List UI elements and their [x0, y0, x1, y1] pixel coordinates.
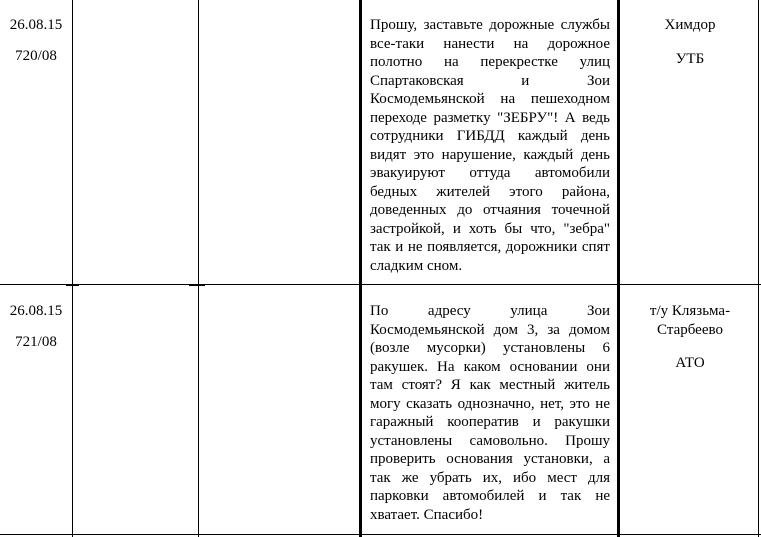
date-text: 26.08.15 [9, 17, 63, 33]
organization-name: Химдор [664, 17, 716, 33]
organization-cell [634, 302, 746, 373]
department-name: АТО [675, 355, 705, 371]
row-border [0, 284, 761, 285]
column-border [758, 0, 759, 537]
number-text: 721/08 [15, 333, 57, 350]
border-tick [189, 284, 205, 286]
request-text: По адресу улица Зои Космодемьянской дом 3, за домом (возле мусорки) установлены 6 ракушек. На каком основании они там стоят? Я как местный житель могу сказать однозначно, нет, это не гаражный кооператив и ракушки установлены самовольно. Прошу проверить основания установки, а так же убрать их, ибо мест для парковки автомобилей и так не хватает. Спасибо! [370, 303, 610, 523]
organization-cell [622, 16, 758, 68]
row-border [0, 534, 761, 535]
date-cell [0, 16, 72, 65]
column-border [617, 0, 620, 537]
department-name: УТБ [675, 50, 705, 67]
organization-name: т/у Клязьма-Старбеево [649, 303, 731, 338]
column-border [72, 0, 73, 537]
column-border [198, 0, 199, 537]
date-cell [0, 302, 72, 351]
border-tick [66, 284, 79, 286]
column-border [359, 0, 362, 537]
number-text: 720/08 [15, 47, 57, 64]
request-text: Прошу, заставьте дорожные службы все-таки нанести на дорожное полотно на перекрестке улиц Спартаковская и Зои Космодемьянской на пешеходном переходе разметку "ЗЕБРУ"! А ведь сотрудники ГИБДД каждый день видят это нарушение, каждый день эвакуируют оттуда автомобили бедных жителей этого района, доведенных до отчаяния точечной застройкой, и хоть бы что, "зебра" так и не появляется, дорожники спят сладким сном. [370, 17, 610, 274]
date-text: 26.08.15 [9, 303, 63, 319]
